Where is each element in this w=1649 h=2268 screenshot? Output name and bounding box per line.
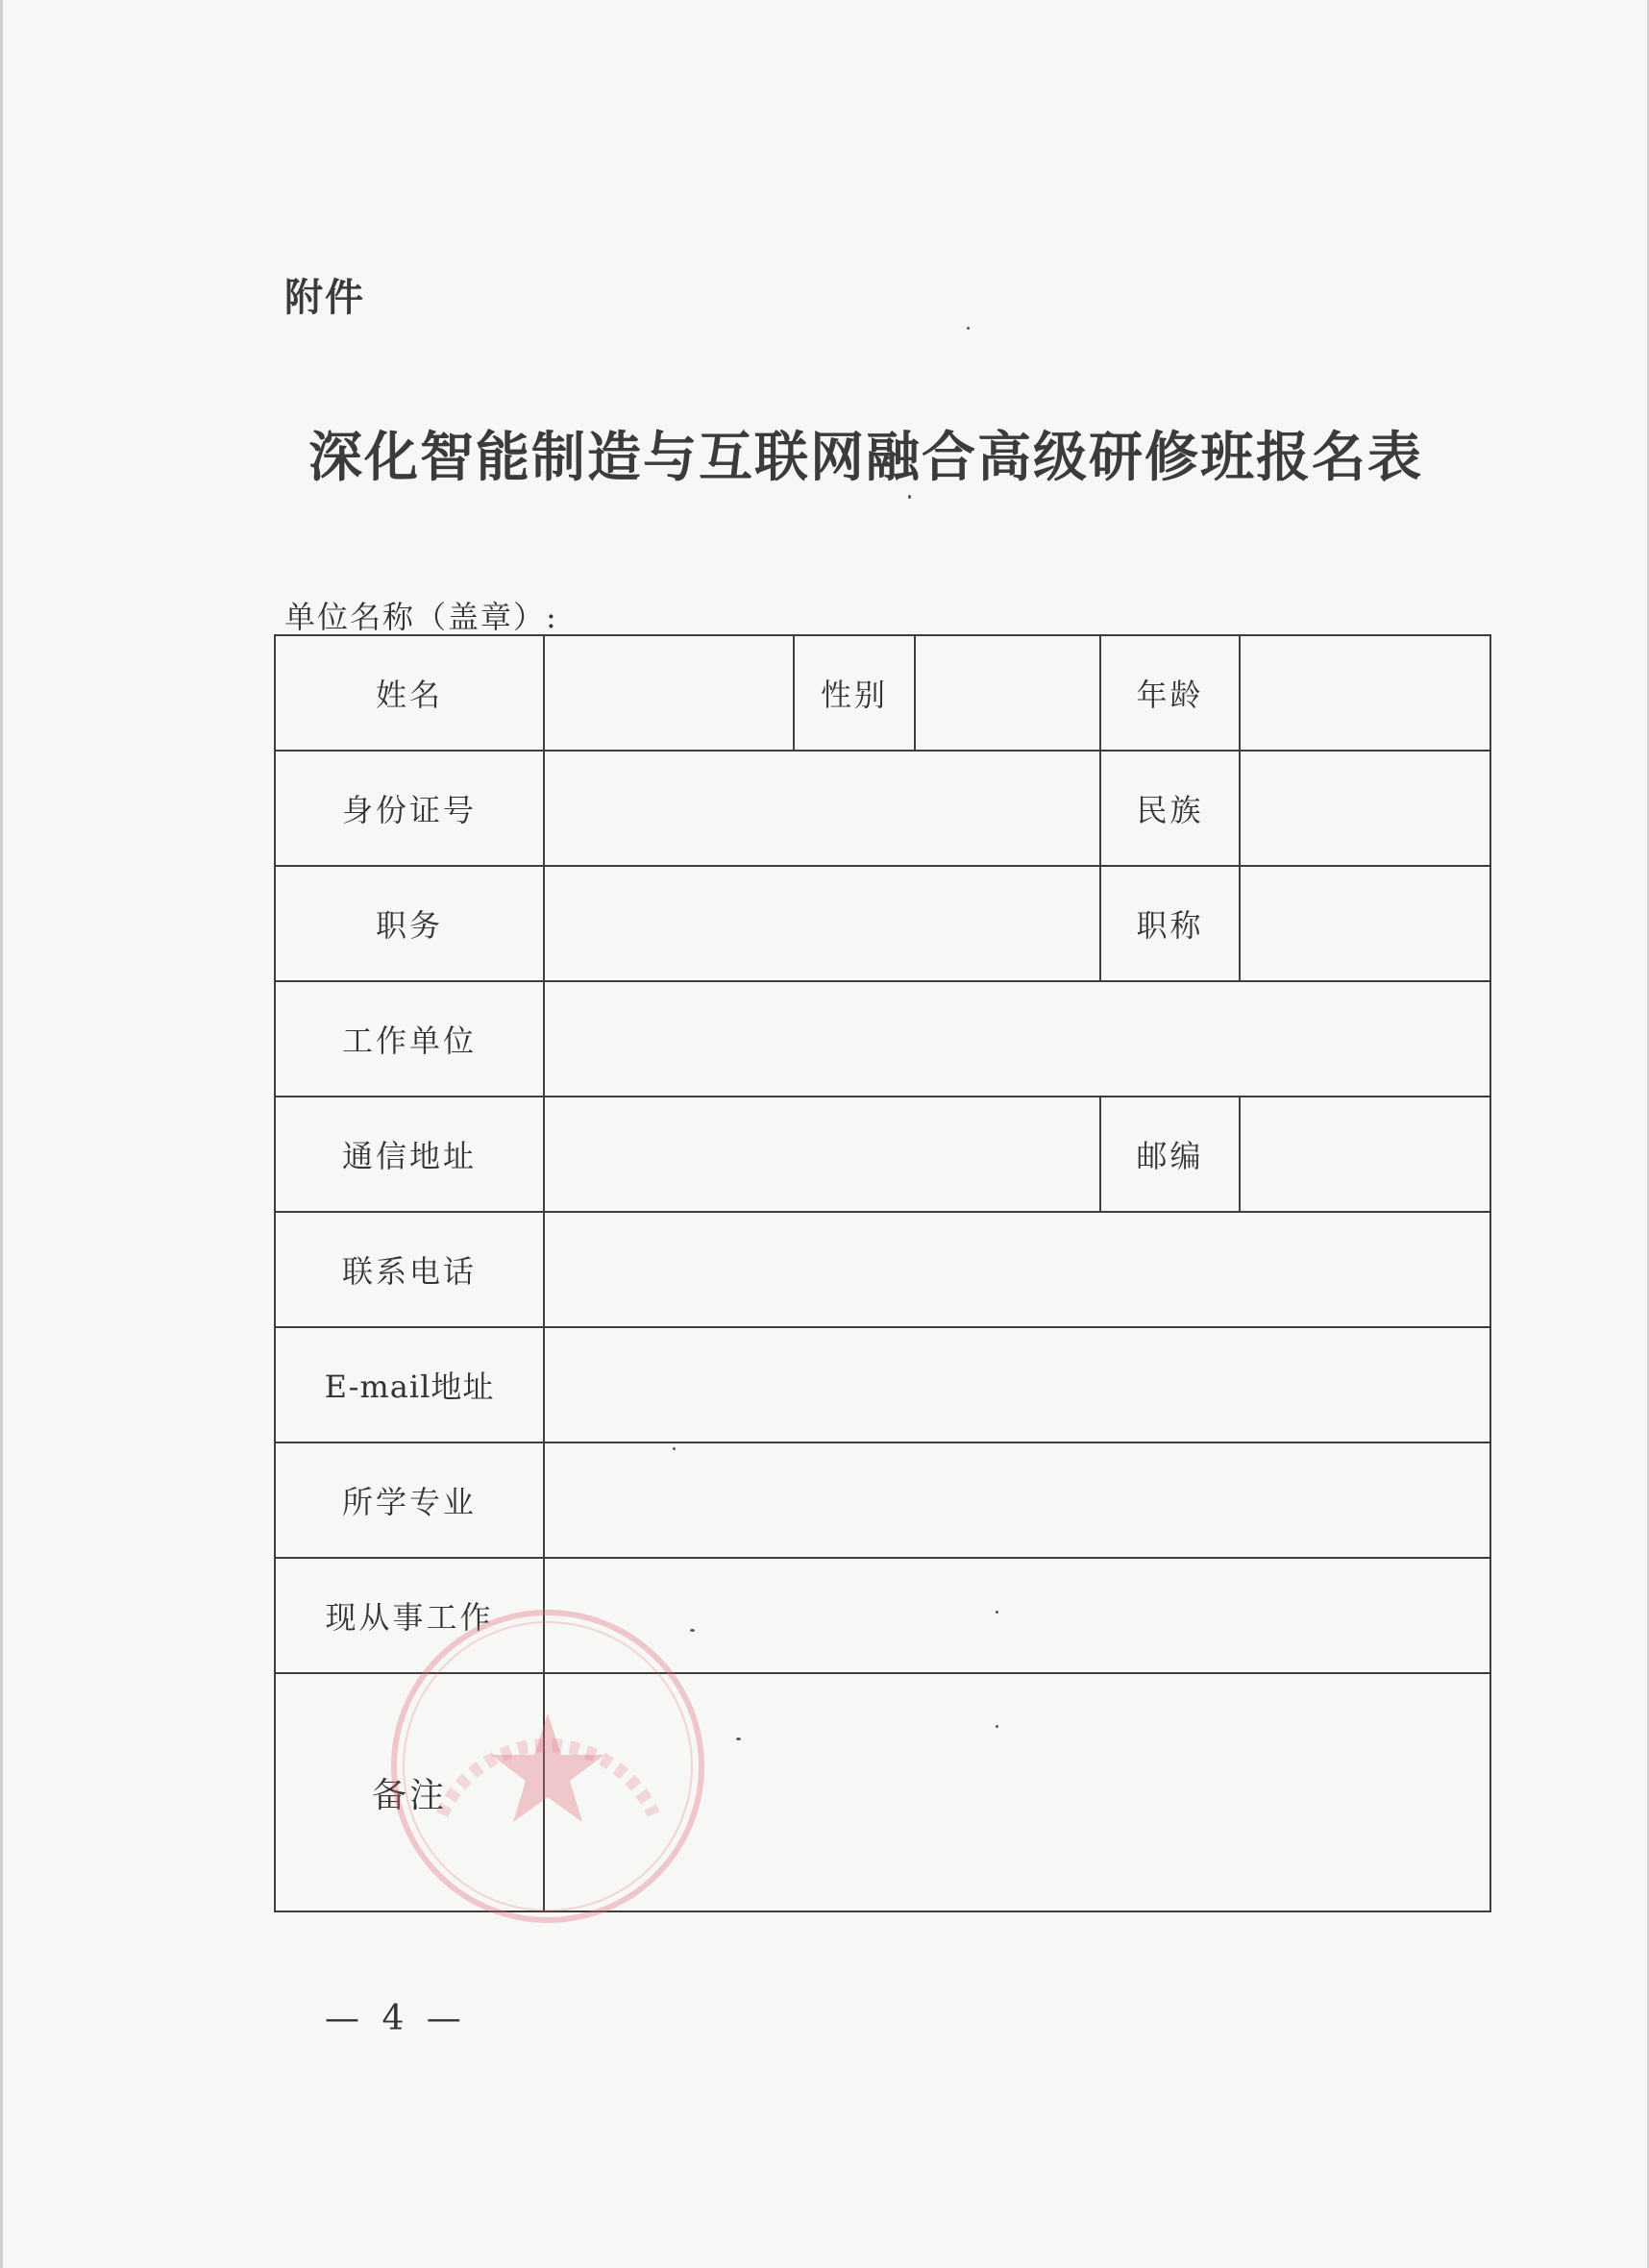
unit-name-seal-line: 单位名称（盖章）: bbox=[284, 599, 558, 635]
page-number: — 4 — bbox=[325, 1999, 467, 2038]
address-label: 通信地址 bbox=[275, 1097, 544, 1212]
table-row bbox=[275, 1097, 1490, 1212]
table-row bbox=[275, 866, 1490, 981]
gender-field[interactable] bbox=[915, 635, 1100, 751]
postcode-label: 邮编 bbox=[1100, 1097, 1240, 1212]
table-row bbox=[275, 1442, 1490, 1558]
gender-label: 性别 bbox=[794, 635, 915, 751]
age-field[interactable] bbox=[1240, 635, 1490, 751]
scan-speck bbox=[736, 1738, 741, 1740]
table-row bbox=[275, 1327, 1490, 1442]
employer-field[interactable] bbox=[544, 981, 1490, 1097]
table-row bbox=[275, 981, 1490, 1097]
official-seal-stamp bbox=[384, 1603, 711, 1930]
major-label: 所学专业 bbox=[275, 1442, 544, 1558]
professional-title-label: 职称 bbox=[1100, 866, 1240, 981]
current-work-label: 现从事工作 bbox=[275, 1558, 544, 1673]
id-number-field[interactable] bbox=[544, 751, 1100, 866]
postcode-field[interactable] bbox=[1240, 1097, 1490, 1212]
attachment-label: 附件 bbox=[284, 276, 365, 320]
name-field[interactable] bbox=[544, 635, 794, 751]
major-field[interactable] bbox=[544, 1442, 1490, 1558]
address-field[interactable] bbox=[544, 1097, 1100, 1212]
email-label: E-mail地址 bbox=[275, 1327, 544, 1442]
table-row bbox=[275, 635, 1490, 751]
ethnicity-label: 民族 bbox=[1100, 751, 1240, 866]
ethnicity-field[interactable] bbox=[1240, 751, 1490, 866]
scan-edge-left bbox=[0, 0, 3, 2268]
professional-title-field[interactable] bbox=[1240, 866, 1490, 981]
phone-field[interactable] bbox=[544, 1212, 1490, 1327]
name-label: 姓名 bbox=[275, 635, 544, 751]
position-field[interactable] bbox=[544, 866, 1100, 981]
employer-label: 工作单位 bbox=[275, 981, 544, 1097]
phone-label: 联系电话 bbox=[275, 1212, 544, 1327]
scan-speck bbox=[908, 495, 911, 499]
document-title: 深化智能制造与互联网融合高级研修班报名表 bbox=[308, 426, 1423, 489]
table-row bbox=[275, 751, 1490, 866]
scan-speck bbox=[996, 1611, 998, 1614]
table-row bbox=[275, 1212, 1490, 1327]
scan-speck bbox=[996, 1725, 998, 1728]
email-field[interactable] bbox=[544, 1327, 1490, 1442]
position-label: 职务 bbox=[275, 866, 544, 981]
age-label: 年龄 bbox=[1100, 635, 1240, 751]
remarks-label: 备注 bbox=[275, 1673, 544, 1911]
scan-speck bbox=[690, 1629, 695, 1632]
id-number-label: 身份证号 bbox=[275, 751, 544, 866]
scan-speck bbox=[673, 1447, 676, 1450]
scan-speck bbox=[967, 327, 970, 330]
